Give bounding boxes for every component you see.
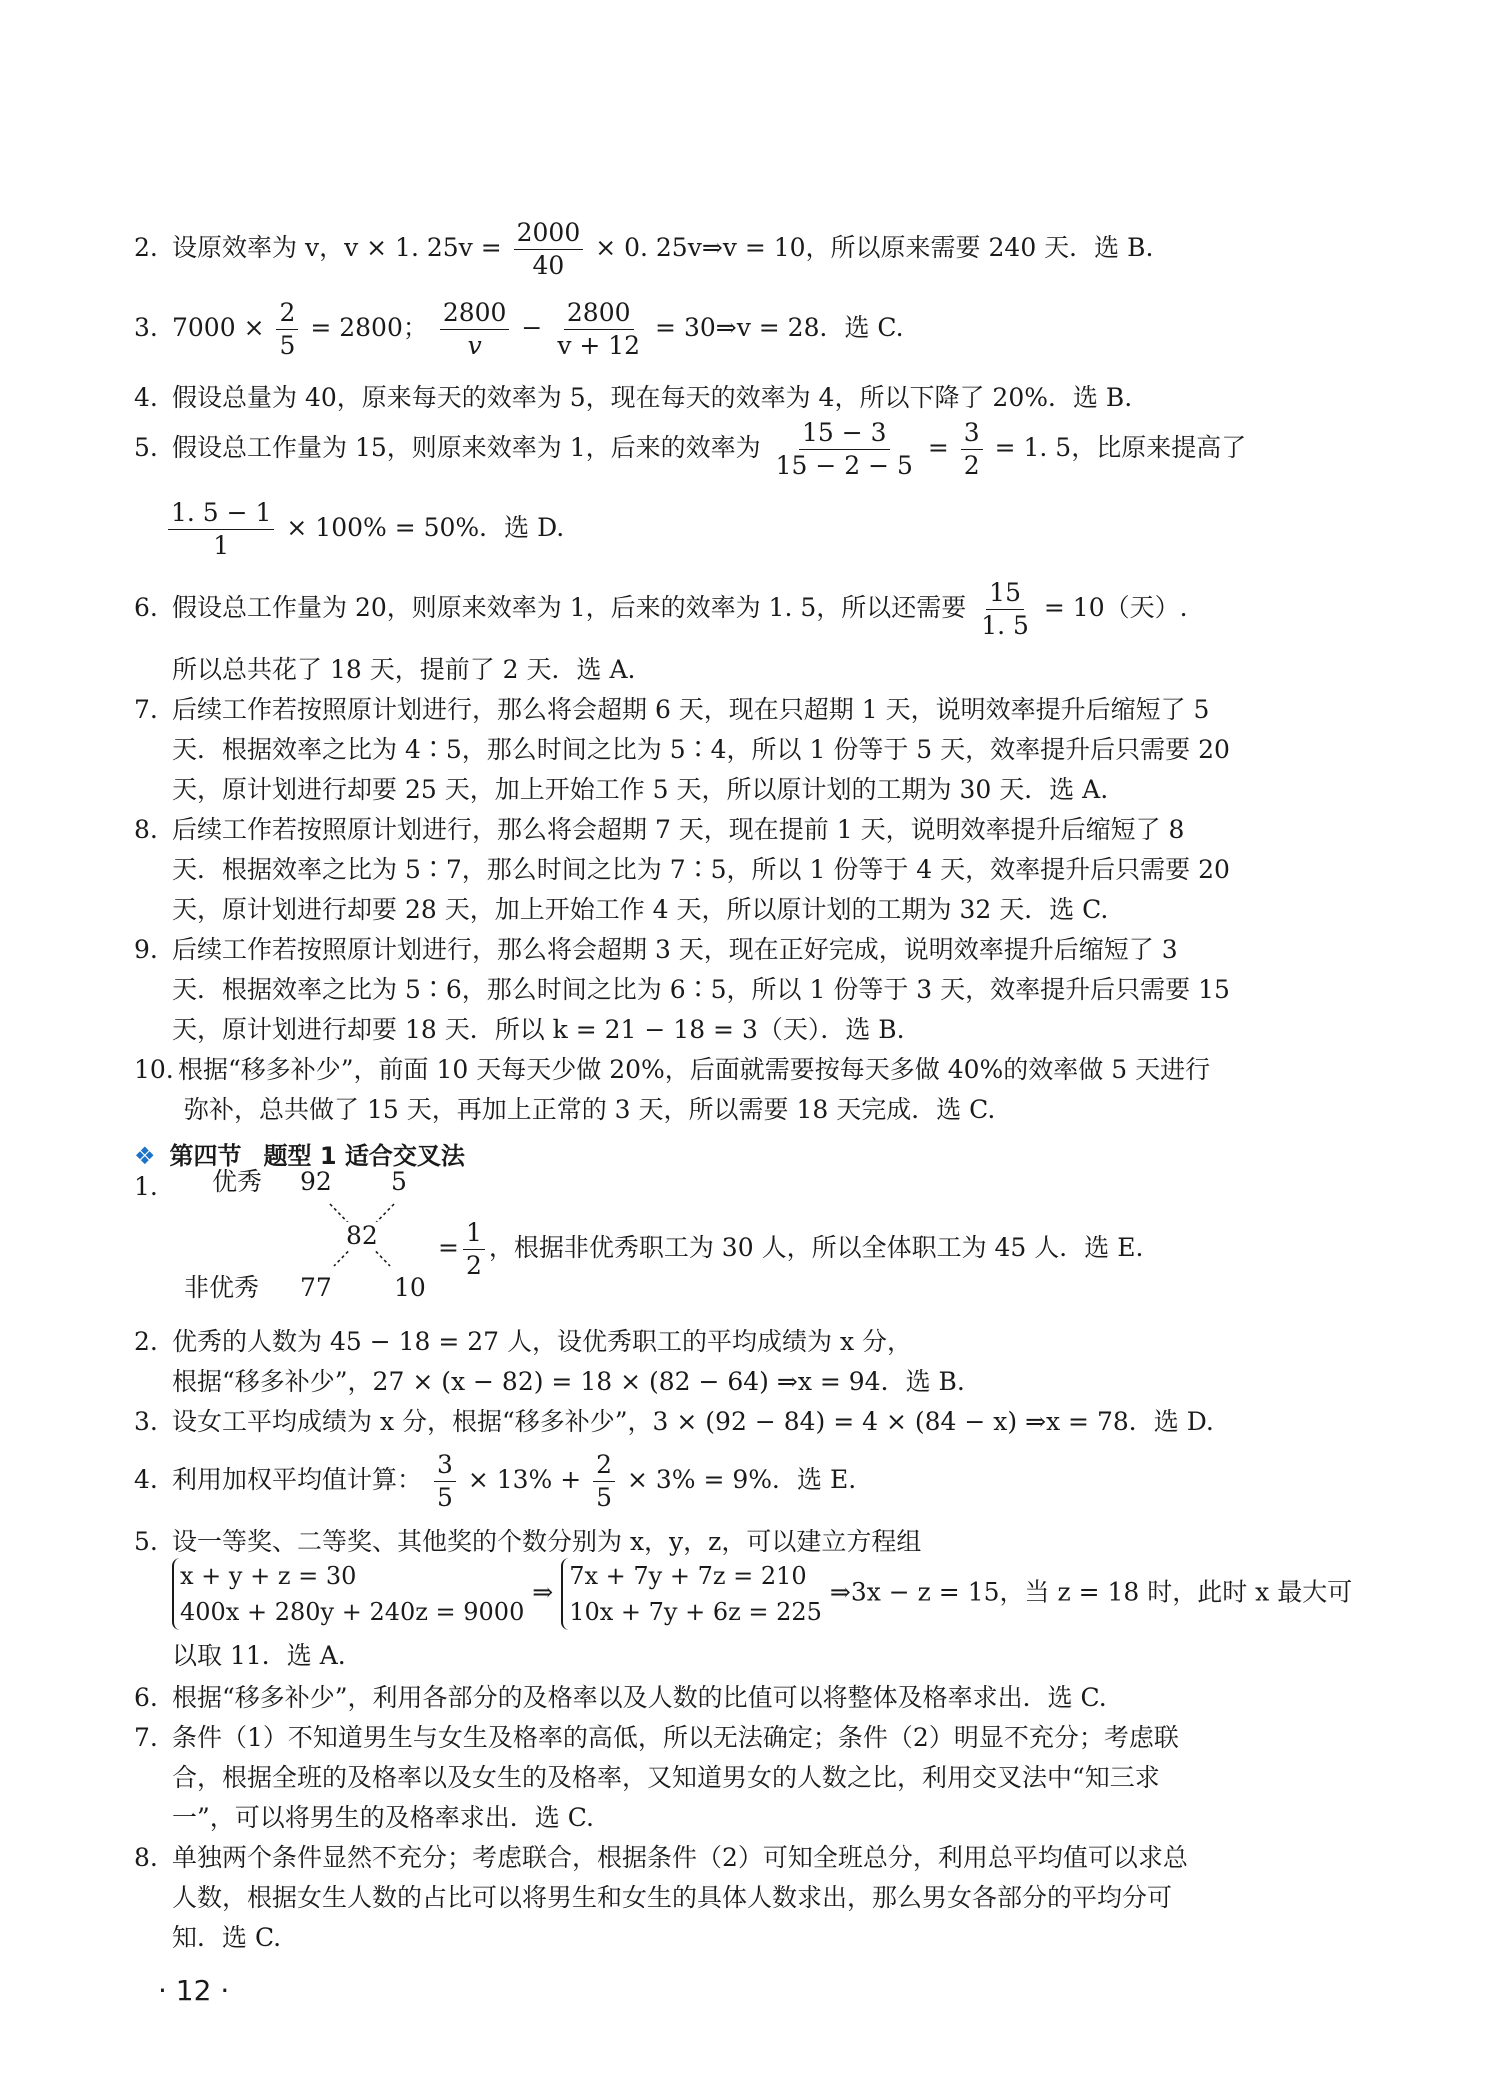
answer-2: 2. 设原效率为 v，v × 1. 25v = $\frac{2000}{40}$ × 0. 25v⇒v = 10，所以原来需要 240 天．选 B.	[134, 218, 1154, 280]
answer-3: 3. 7000 × $\frac{2}{5}$ = 2800； $\frac{2800}{v}$ − $\frac{2800}{v + 12}$ = 30⇒v = 28．选 C.	[134, 298, 904, 360]
answer-b7-line-2: 合，根据全班的及格率以及女生的及格率，又知道男女的人数之比，利用交叉法中“知三求	[172, 1763, 1160, 1792]
answer-b8-line-3: 知．选 C.	[172, 1923, 282, 1952]
answer-6: 6. 假设总工作量为 20，则原来效率为 1，后来的效率为 1. 5，所以还需要 $\frac{15}{1. 5}$ = 10（天）.	[134, 578, 1188, 640]
answer-8-line-3: 天，原计划进行却要 28 天，加上开始工作 4 天，所以原计划的工期为 32 天．选 C.	[172, 895, 1109, 924]
equation-system-2: 7x + 7y + 7z = 210 10x + 7y + 6z = 225	[561, 1558, 822, 1630]
answer-b5-line-3: 以取 11．选 A.	[172, 1641, 346, 1670]
answer-7: 7. 后续工作若按照原计划进行，那么将会超期 6 天，现在只超期 1 天，说明效率提升后缩短了 5	[134, 695, 1210, 724]
equation-system-1: x + y + z = 30 400x + 280y + 240z = 9000	[172, 1558, 524, 1630]
answer-b5: 5. 设一等奖、二等奖、其他奖的个数分别为 x，y，z，可以建立方程组	[134, 1527, 922, 1556]
answer-10: 10. 根据“移多补少”，前面 10 天每天少做 20%，后面就需要按每天多做 40%的效率做 5 天进行	[134, 1055, 1211, 1084]
cross-method-diagram	[176, 1160, 466, 1310]
fraction: $\frac{2}{5}$	[276, 298, 298, 361]
answer-b8-line-2: 人数，根据女生人数的占比可以将男生和女生的具体人数求出，那么男女各部分的平均分可	[172, 1883, 1173, 1912]
fraction: $\frac{3}{5}$	[434, 1450, 456, 1513]
fraction: $\frac{15 - 3}{15 - 2 - 5}$	[775, 418, 913, 480]
answer-b5-equations: x + y + z = 30 400x + 280y + 240z = 9000 ⇒ 7x + 7y + 7z = 210 10x + 7y + 6z = 225 ⇒3x − z = 15，当 z = 18 时，此时 x 最大可	[172, 1558, 1352, 1630]
answer-9-line-3: 天，原计划进行却要 18 天．所以 k = 21 − 18 = 3（天）．选 B.	[172, 1015, 905, 1044]
answer-b3: 3. 设女工平均成绩为 x 分，根据“移多补少”，3 × (92 − 84) = 4 × (84 − x) ⇒x = 78．选 D.	[134, 1407, 1214, 1436]
answer-10-line-2: 弥补，总共做了 15 天，再加上正常的 3 天，所以需要 18 天完成．选 C.	[184, 1095, 996, 1124]
diamond-icon: ❖	[134, 1142, 156, 1170]
answer-7-line-3: 天，原计划进行却要 25 天，加上开始工作 5 天，所以原计划的工期为 30 天．选 A.	[172, 775, 1109, 804]
answer-7-line-2: 天．根据效率之比为 4∶5，那么时间之比为 5∶4，所以 1 份等于 5 天，效率提升后只需要 20	[172, 735, 1230, 764]
answer-5-line-2: $\frac{1. 5 - 1}{1}$ × 100% = 50%．选 D.	[134, 498, 1314, 561]
answer-b1-text: = $\frac{1}{2}$ ，根据非优秀职工为 30 人，所以全体职工为 45 人．选 E.	[438, 1218, 1144, 1280]
answer-b8: 8. 单独两个条件显然不充分；考虑联合，根据条件（2）可知全班总分，利用总平均值可以求总	[134, 1843, 1188, 1872]
answer-b7: 7. 条件（1）不知道男生与女生及格率的高低，所以无法确定；条件（2）明显不充分；考虑联	[134, 1723, 1179, 1752]
fraction: $\frac{2}{5}$	[593, 1450, 615, 1513]
fraction: $\frac{3}{2}$	[961, 418, 983, 481]
answer-8: 8. 后续工作若按照原计划进行，那么将会超期 7 天，现在提前 1 天，说明效率提升后缩短了 8	[134, 815, 1185, 844]
answer-b4: 4. 利用加权平均值计算： $\frac{3}{5}$ × 13% + $\frac{2}{5}$ × 3% = 9%．选 E.	[134, 1450, 857, 1512]
answer-8-line-2: 天．根据效率之比为 5∶7，那么时间之比为 7∶5，所以 1 份等于 4 天，效率提升后只需要 20	[172, 855, 1230, 884]
answer-b2-line-2: 根据“移多补少”，27 × (x − 82) = 18 × (82 − 64) ⇒x = 94．选 B.	[172, 1367, 965, 1396]
section-heading: ❖ 第四节 题型 1 适合交叉法	[134, 1142, 465, 1170]
fraction: $\frac{2800}{v}$	[440, 298, 510, 361]
fraction: $\frac{2000}{40}$	[514, 218, 584, 281]
answer-b7-line-3: 一”，可以将男生的及格率求出．选 C.	[172, 1803, 594, 1832]
cross-center-value: 82	[346, 1221, 378, 1250]
fraction: $\frac{1}{2}$	[463, 1218, 485, 1281]
fraction: $\frac{1. 5 - 1}{1}$	[168, 498, 274, 561]
answer-b2: 2. 优秀的人数为 45 − 18 = 27 人，设优秀职工的平均成绩为 x 分，	[134, 1327, 913, 1356]
cross-value-bottom-right: 10	[394, 1273, 426, 1302]
cross-value-top-right: 5	[391, 1167, 407, 1196]
answer-5: 5. 假设总工作量为 15，则原来效率为 1，后来的效率为 $\frac{15 - 3}{15 - 2 - 5}$ = $\frac{3}{2}$ = 1. 5，比原来提高了	[134, 418, 1247, 480]
answer-9: 9. 后续工作若按照原计划进行，那么将会超期 3 天，现在正好完成，说明效率提升后缩短了 3	[134, 935, 1178, 964]
cross-value-bottom-left: 77	[300, 1273, 332, 1302]
fraction: $\frac{2800}{v + 12}$	[557, 298, 641, 360]
answer-4: 4. 假设总量为 40，原来每天的效率为 5，现在每天的效率为 4，所以下降了 20%．选 B.	[134, 383, 1133, 412]
answer-9-line-2: 天．根据效率之比为 5∶6，那么时间之比为 6∶5，所以 1 份等于 3 天，效率提升后只需要 15	[172, 975, 1230, 1004]
answer-b6: 6. 根据“移多补少”，利用各部分的及格率以及人数的比值可以将整体及格率求出．选 C.	[134, 1683, 1107, 1712]
answer-b1-number: 1.	[134, 1172, 158, 1201]
page-number: · 12 ·	[158, 1974, 230, 2007]
fraction: $\frac{15}{1. 5}$	[981, 578, 1029, 640]
answer-6-line-2: 所以总共花了 18 天，提前了 2 天．选 A.	[172, 655, 636, 684]
cross-label-bottom: 非优秀	[184, 1273, 260, 1302]
cross-value-top-left: 92	[300, 1167, 332, 1196]
cross-label-top: 优秀	[212, 1167, 263, 1196]
